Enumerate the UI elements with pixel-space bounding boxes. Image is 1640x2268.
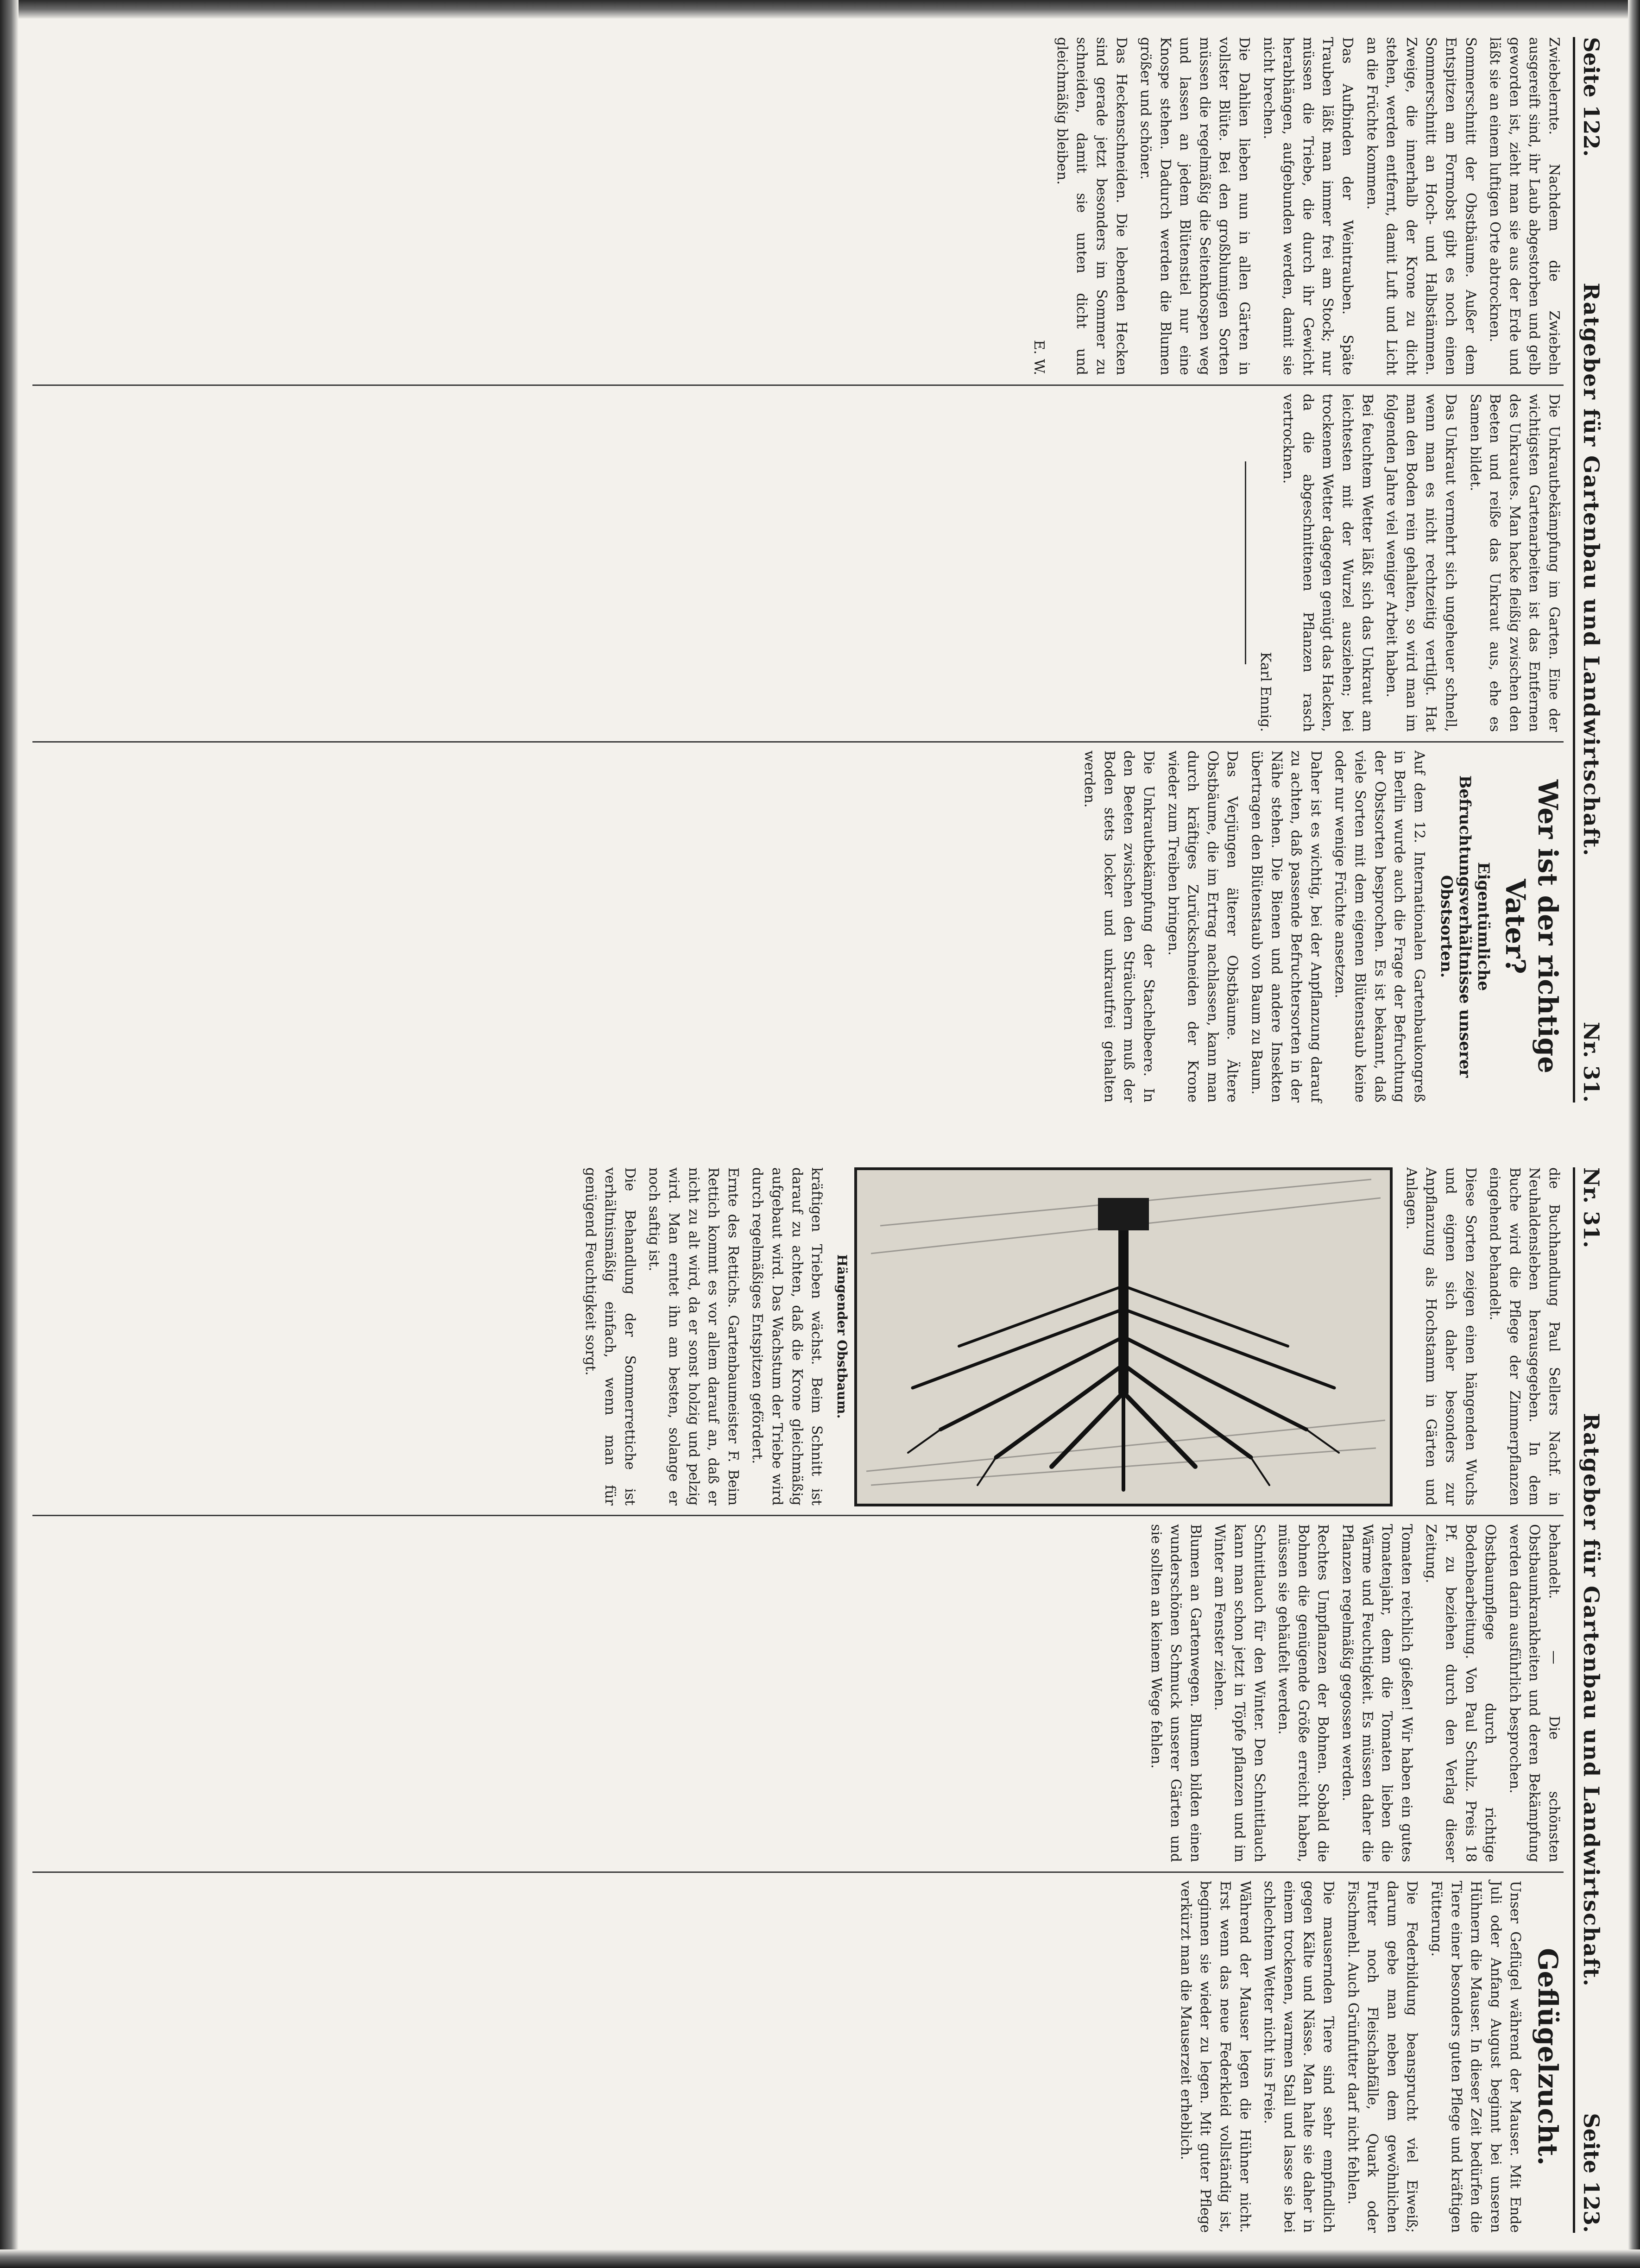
paragraph: Das Aufbinden der Weintrauben. Späte Trauben läßt man immer frei am Stock; nur müssen die Triebe, die durch ihr Gewicht herabhängen, aufgebunden werden, damit sie nicht brechen. [1260,37,1356,375]
paragraph: kräftigen Trieben wächst. Beim Schnitt ist darauf zu achten, daß die Krone gleichmäßig aufgebaut wird. Das Wachstum der Triebe wird durch regelmäßiges Entspitzen gefördert. [749,1167,825,1506]
column-rule [32,1515,1564,1516]
paragraph: Unser Geflügel während der Mauser. Mit Ende Juli oder Anfang August beginnt bei unseren Hühnern die Mauser. In dieser Zeit bedürfen die Tiere einer besonders guten Pflege und kräftigen Fütterung. [1428,1881,1524,2233]
paragraph: Auf dem 12. Internationalen Gartenbaukongreß in Berlin wurde auch die Frage der Befruchtung der Obstsorten besprochen. Es ist bekannt, daß viele Sorten mit dem eigenen Blütenstaub keine oder nur wenige Früchte ansetzen. [1332,750,1427,1102]
illustration-caption: Hängender Obstbaum. [834,1254,850,1419]
paragraph: Die Unkrautbekämpfung der Stachelbeere. In den Beeten zwischen den Sträuchern muß der Boden stets locker und unkrautfrei gehalten werden. [1081,750,1157,1102]
paragraph: Die Dahlien lieben nun in allen Gärten in vollster Blüte. Bei den großblumigen Sorten müssen die regelmäßig die Seitenknospen weg und lassen an jedem Blütenstiel nur eine Knospe stehen. Dadurch werden die Blumen größer und schöner. [1137,37,1253,375]
paragraph: Sommerschnitt der Obstbäume. Außer dem Entspitzen am Formobst gibt es noch einen Sommerschnitt an Hoch- und Halbstämmen. Zweige, die innerhalb der Krone zu dicht stehen, werden entfernt, damit Luft und Licht an die Früchte kommen. [1363,37,1479,375]
article-subheading: Eigentümliche Befruchtungsverhältnisse unserer Obstsorten. [1437,775,1493,1078]
paragraph: Das Unkraut vermehrt sich ungeheuer schnell, wenn man es nicht rechtzeitig vertilgt. Hat man den Boden rein gehalten, so wird man im folgenden Jahre viel weniger Arbeit haben. [1383,394,1459,732]
section-heading: Geflügelzucht. [1532,1948,1564,2166]
article-heading: Wer ist der richtige Vater? [1500,779,1564,1074]
paragraph: Obstbaumpflege durch richtige Bodenbearbeitung. Von Paul Schulz. Preis 18 Pf. zu beziehen durch den Verlag dieser Zeitung. [1423,1524,1499,1862]
paragraph: Ernte des Rettichs. Gartenbaumeister F. Beim Rettich kommt es vor allem darauf an, daß er nicht zu alt wird, da er sonst holzig und pelzig wird. Man erntet ihn am besten, solange er noch saftig ist. [646,1167,741,1506]
page-number: Seite 122. [1579,37,1604,157]
page-number: Seite 123. [1579,2113,1604,2233]
columns [32,1167,1564,2233]
tree-drawing [857,1170,1390,1504]
running-head [1573,37,1608,1102]
paragraph: Die Federbildung beansprucht viel Eiweiß; darum gebe man neben dem gewöhnlichen Futter noch Fleischabfälle, Quark oder Fischmehl. Auch Grünfutter darf nicht fehlen. [1344,1881,1420,2233]
paragraph: Die Unkrautbekämpfung im Garten. Eine der wichtigsten Gartenarbeiten ist das Entfernen des Unkrautes. Man hacke fleißig zwischen den Beeten und reiße das Unkraut aus, ehe es Samen bildet. [1467,394,1562,732]
issue-number: Nr. 31. [1579,1167,1604,1248]
column-rule [32,384,1564,386]
column-rule [32,1871,1564,1873]
paragraph: Das Verjüngen älterer Obstbäume. Ältere Obstbäume, die im Ertrag nachlassen, kann man durch kräftiges Zurückschneiden der Krone wieder zum Treiben bringen. [1165,750,1241,1102]
paragraph: Schnittlauch für den Winter. Den Schnittlauch kann man schon jetzt in Töpfe pflanzen und im Winter am Fenster ziehen. [1211,1524,1268,1862]
column-1 [32,1167,1564,1506]
paragraph: behandelt. — Die schönsten Obstbaumkrankheiten und deren Bekämpfung werden darin ausführlich besprochen. [1506,1524,1562,1862]
tree-illustration [854,1167,1393,1506]
page-123 [32,1167,1608,2233]
paragraph: Tomaten reichlich gießen! Wir haben ein gutes Tomatenjahr, denn die Tomaten lieben die Wärme und Feuchtigkeit. Es müssen daher die Pflanzen regelmäßig gegossen werden. [1339,1524,1415,1862]
running-title: Ratgeber für Gartenbau und Landwirtschaft. [1579,283,1604,857]
column-2 [32,394,1564,732]
paragraph: Blumen an Gartenwegen. Blumen bilden einen wunderschönen Schmuck unserer Gärten und sie sollten an keinem Wege fehlen. [1148,1524,1204,1862]
running-title: Ratgeber für Gartenbau und Landwirtschaft. [1579,1413,1604,1987]
paragraph: die Buchhandlung Paul Sellers Nachf. in Neuhaldensleben herausgegeben. In dem Buche wird die Pflege der Zimmerpflanzen eingehend behandelt. [1487,1167,1562,1506]
section-divider [1245,461,1246,664]
paragraph: Daher ist es wichtig, bei der Anpflanzung darauf zu achten, daß passende Befruchtersorten in der Nähe stehen. Die Bienen und andere Insekten übertragen den Blütenstaub von Baum zu Baum. [1249,750,1324,1102]
column-3 [32,1881,1564,2233]
column-3 [32,750,1564,1102]
author-sign: Karl Ennig. [1257,652,1274,732]
column-2 [32,1524,1564,1862]
paragraph: Die mausernden Tiere sind sehr empfindlich gegen Kälte und Nässe. Man halte sie daher in einem trockenen, warmen Stall und lasse sie bei schlechtem Wetter nicht ins Freie. [1261,1881,1337,2233]
columns [32,37,1564,1102]
running-head [1573,1167,1608,2233]
column-rule [32,741,1564,743]
paragraph: Das Heckenschneiden. Die lebenden Hecken sind gerade jetzt besonders im Sommer zu schneiden, damit sie unten dicht und gleichmäßig bleiben. [1053,37,1129,375]
paragraph: Bei feuchtem Wetter läßt sich das Unkraut am leichtesten mit der Wurzel ausziehen; bei trockenem Wetter dagegen genügt das Hacken, da die abgeschnittenen Pflanzen rasch vertrocknen. [1280,394,1375,732]
author-sign: E. W. [1031,340,1047,375]
paragraph: Diese Sorten zeigen einen hängenden Wuchs und eignen sich daher besonders zur Anpflanzung als Hochstamm in Gärten und Anlagen. [1403,1167,1479,1506]
column-1 [32,37,1564,375]
paragraph: Zwiebelernte. Nachdem die Zwiebeln ausgereift sind, ihr Laub abgestorben und gelb geworden ist, zieht man sie aus der Erde und läßt sie an einem luftigen Orte abtrocknen. [1487,37,1562,375]
paragraph: Die Behandlung der Sommerrettiche ist verhältnismäßig einfach, wenn man für genügend Feuchtigkeit sorgt. [582,1167,638,1506]
issue-number: Nr. 31. [1579,1021,1604,1102]
paragraph: Rechtes Umpflanzen der Bohnen. Sobald die Bohnen die genügende Größe erreicht haben, müssen sie gehäufelt werden. [1275,1524,1331,1862]
page-122 [32,37,1608,1102]
paragraph: Während der Mauser legen die Hühner nicht. Erst wenn das neue Federkleid vollständig ist, beginnen sie wieder zu legen. Mit guter Pflege verkürzt man die Mauserzeit erheblich. [1177,1881,1253,2233]
